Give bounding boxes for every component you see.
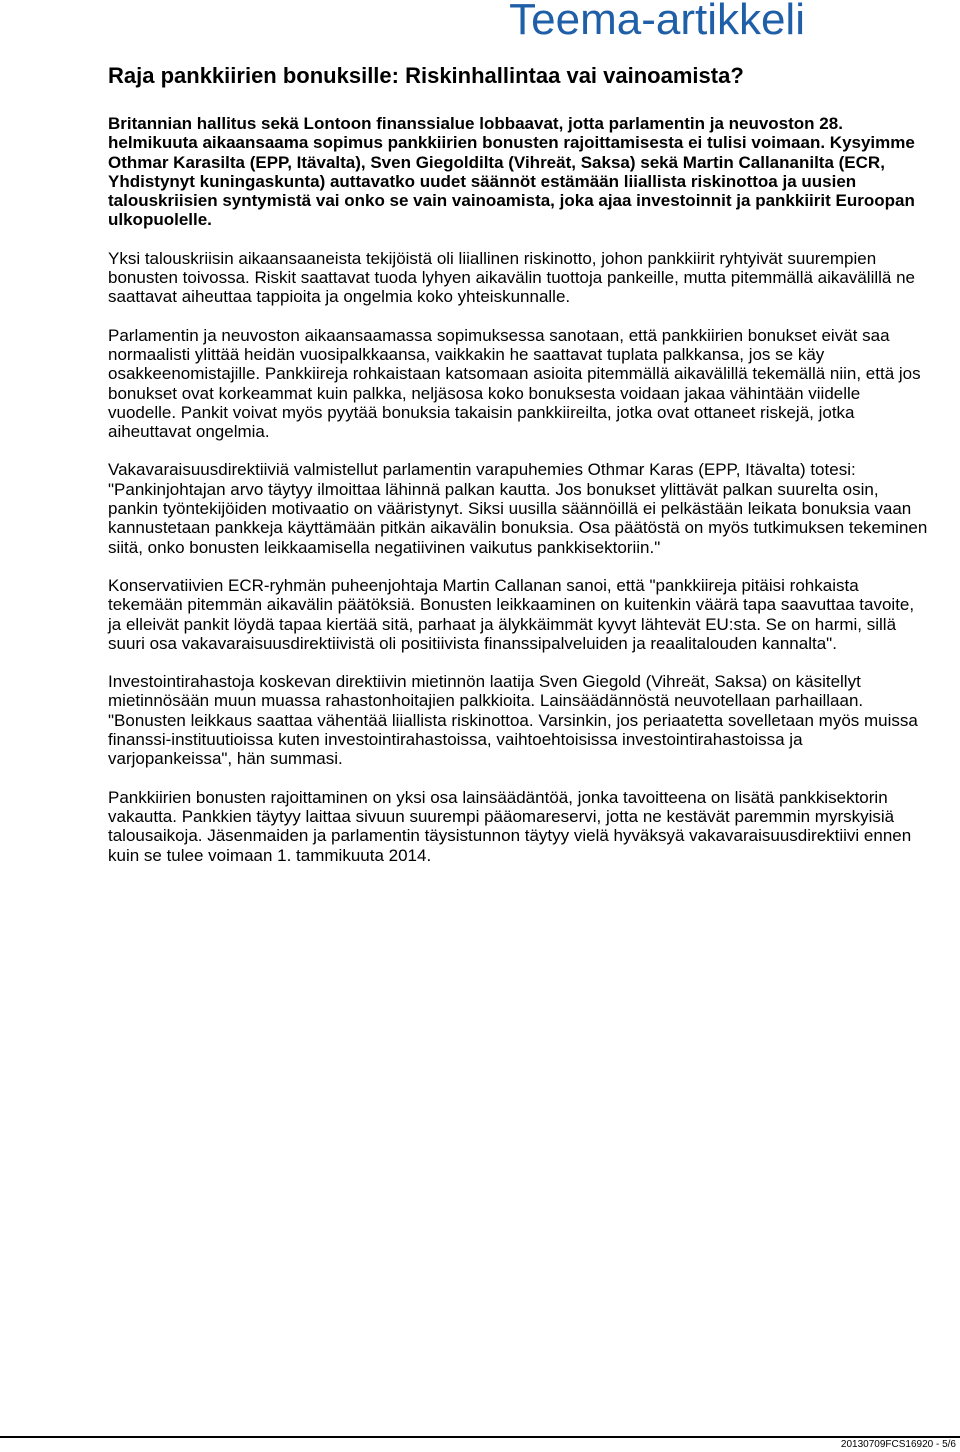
article-body: [108, 62, 928, 884]
article-paragraph: Vakavaraisuusdirektiiviä valmistellut parlamentin varapuhemies Othmar Karas (EPP, Itävalta) totesi: "Pankinjohtajan arvo täytyy ilmoittaa lähinnä palkan kautta. Jos bonukset ylittävät palkan suurelta osin, pankin työntekijöiden motivaatio on vääristynyt. Siksi uusilla säännöillä ei pelkästään leikata bonuksia vaan kannustetaan pankkeja käyttämään pitkän aikavälin bonuksia. Osa päätöstä on myös tutkimuksen tekeminen siitä, onko bonusten leikkaamisella negatiivinen vaikutus pankkisektoriin.": [108, 460, 928, 557]
footer-divider: [0, 1436, 960, 1438]
footer-document-id: 20130709FCS16920 - 5/6: [840, 1439, 956, 1450]
article-paragraph: Parlamentin ja neuvoston aikaansaamassa sopimuksessa sanotaan, että pankkiirien bonukset eivät saa normaalisti ylittää heidän vuosipalkkaansa, vaikkakin he saattavat tuplata palkkansa, jos se käy osakkeenomistajille. Pankkiireja rohkaistaan katsomaan asioita pitemmällä aikavälillä tekemällä niin, että jos bonukset ovat korkeammat kuin palkka, neljäsosa koko bonuksesta voidaan jakaa vähintään viidelle vuodelle. Pankit voivat myös pyytää bonuksia takaisin pankkiireilta, jotka ovat ottaneet riskejä, jotka aiheuttavat ongelmia.: [108, 325, 921, 442]
article-paragraph: Konservatiivien ECR-ryhmän puheenjohtaja Martin Callanan sanoi, että "pankkiireja pitäisi rohkaista tekemään pitemmän aikavälin päätöksiä. Bonusten leikkaaminen on kuitenkin väärä tapa saavuttaa tavoite, ja elleivät pankit löydä tapaa kiertää sitä, parhaat ja älykkäimmät kyvyt lähtevät EU:sta. Se on harmi, sillä suuri osa vakavaraisuusdirektiivistä oli positiivista finanssipalveluiden ja reaalitalouden kannalta".: [108, 575, 915, 653]
article-paragraph: Pankkiirien bonusten rajoittaminen on yksi osa lainsäädäntöä, jonka tavoitteena on lisätä pankkisektorin vakautta. Pankkien täytyy laittaa sivuun suurempi pääomareservi, jotta ne kestävät paremmin myrskyisiä talousaikoja. Jäsenmaiden ja parlamentin täysistunnon täytyy vielä hyväksyä vakavaraisuusdirektiivi ennen kuin se tulee voimaan 1. tammikuuta 2014.: [108, 787, 912, 865]
article-lead: Britannian hallitus sekä Lontoon finanssialue lobbaavat, jotta parlamentin ja neuvoston 28. helmikuuta aikaansaama sopimus pankkiirien bonusten rajoittamisesta ei tulisi voimaan. Kysyimme Othmar Karasilta (EPP, Itävalta), Sven Giegoldilta (Vihreät, Saksa) sekä Martin Callananilta (ECR, Yhdistynyt kuningaskunta) auttavatko uudet säännöt estämään liiallista riskinottoa ja uusien talouskriisien syntymistä vai onko se vain vainoamista, joka ajaa investoinnit ja pankkiirit Euroopan ulkopuolelle.: [108, 114, 915, 230]
article-headline: Raja pankkiirien bonuksille: Riskinhallintaa vai vainoamista?: [108, 63, 744, 88]
section-label: Teema-artikkeli: [509, 0, 805, 44]
article-paragraph: Yksi talouskriisin aikaansaaneista tekijöistä oli liiallinen riskinotto, johon pankkiirit ryhtyivät suurempien bonusten toivossa. Riskit saattavat tuoda lyhyen aikavälin tuottoja pankeille, mutta pitemmällä aikavälillä ne saattavat aiheuttaa tappioita ja ongelmia koko yhteiskunnalle.: [108, 248, 916, 307]
article-paragraph: Investointirahastoja koskevan direktiivin mietinnön laatija Sven Giegold (Vihreät, Saksa) on käsitellyt mietinnösään muun muassa rahastonhoitajien palkkioita. Lainsäädännöstä neuvotellaan parhaillaan. "Bonusten leikkaus saattaa vähentää liiallista riskinottoa. Varsinkin, jos periaatetta sovelletaan myös muissa finanssi-instituutioissa kuten investointirahastoissa, vaihtoehtoisissa investointirahastoissa ja varjopankeissa", hän summasi.: [108, 672, 918, 769]
